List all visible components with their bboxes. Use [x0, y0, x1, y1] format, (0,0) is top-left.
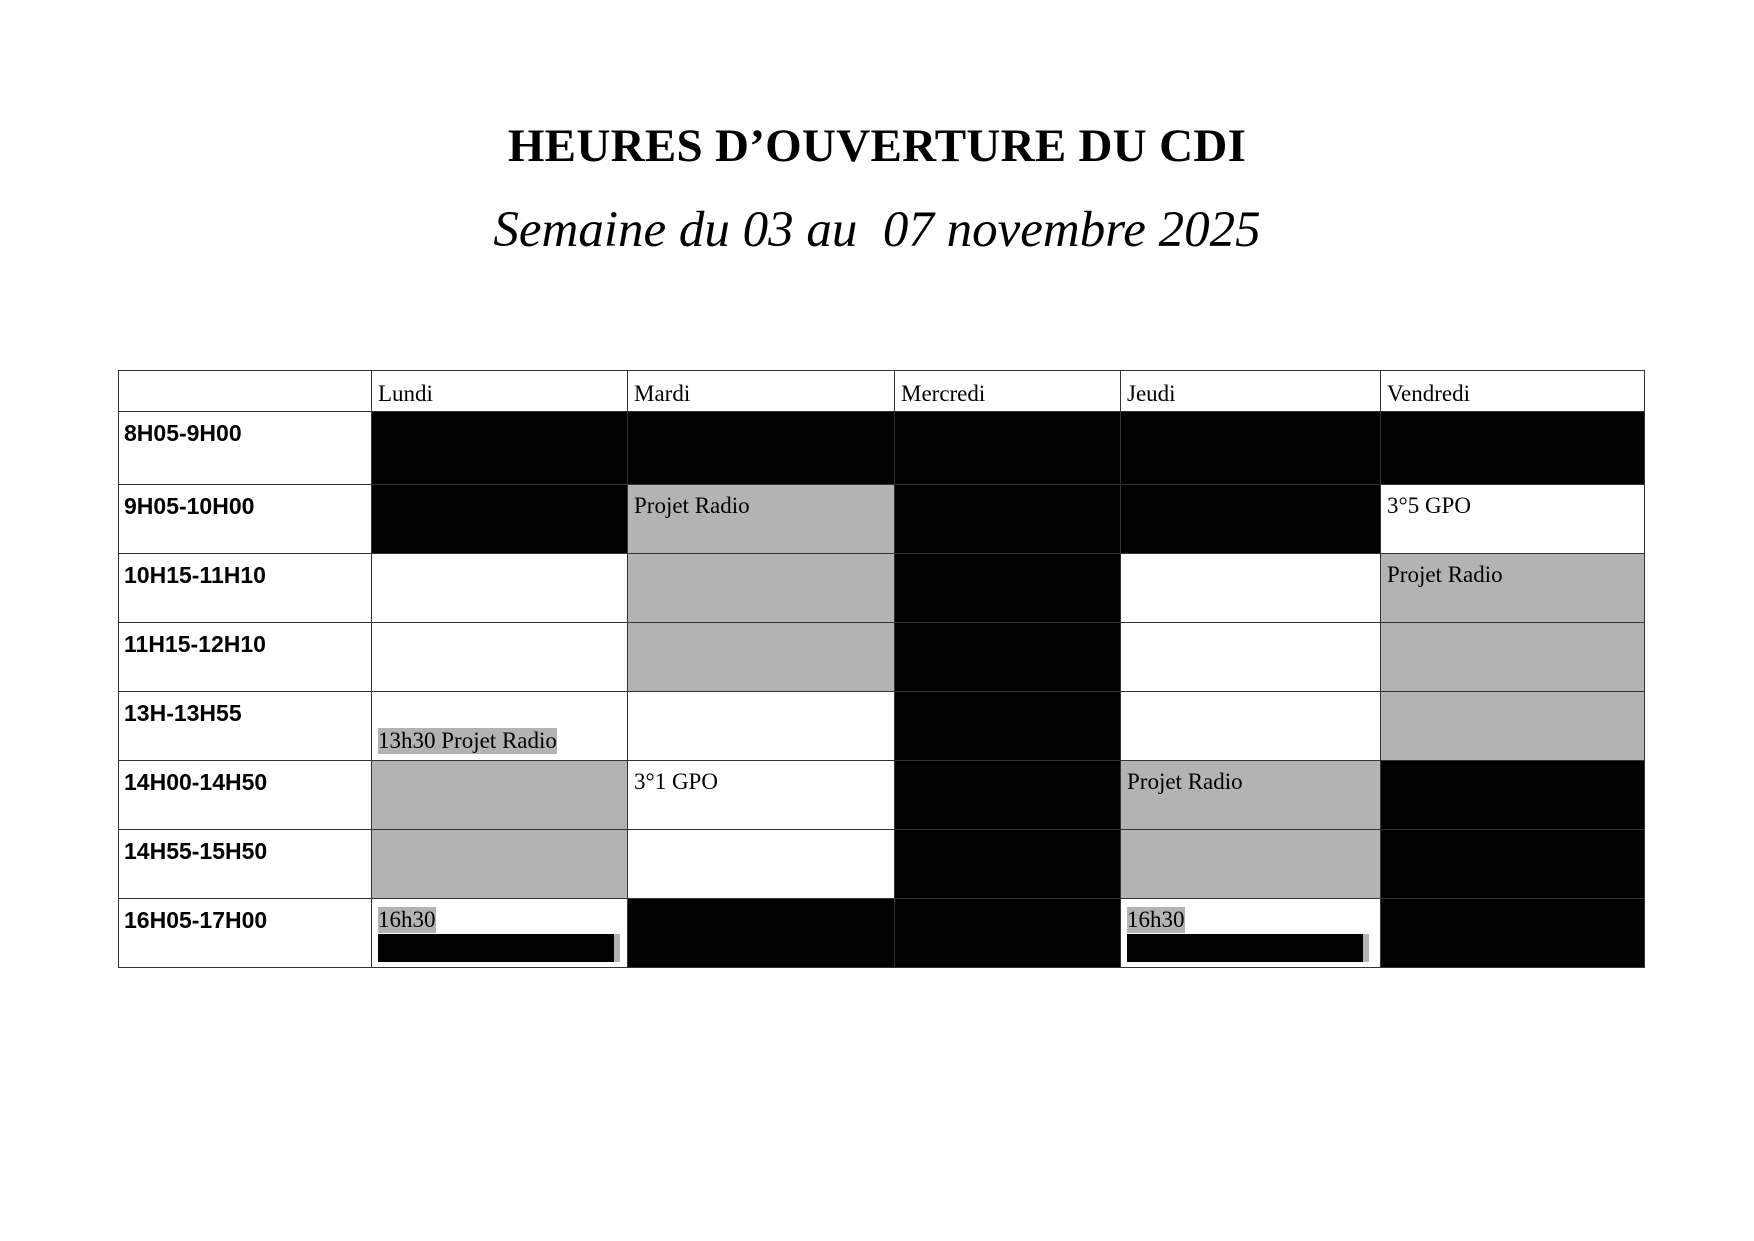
week-subtitle: Semaine du 03 au 07 novembre 2025 — [493, 202, 1261, 258]
slot-label-cell: 14H55-15H50 — [119, 830, 372, 899]
slot-label-cell: 16H05-17H00 — [119, 899, 372, 968]
day-header-lundi: Lundi — [372, 371, 628, 412]
table-row — [119, 761, 1645, 830]
table-row — [119, 899, 1645, 968]
day-header-vendredi: Vendredi — [1381, 371, 1645, 412]
table-header-row — [119, 371, 1645, 412]
closed-cell — [895, 761, 1121, 830]
closed-cell — [895, 554, 1121, 623]
closed-cell — [372, 412, 628, 485]
project-cell — [1381, 623, 1645, 692]
slot-label-cell: 13H-13H55 — [119, 692, 372, 761]
project-cell — [1381, 554, 1645, 623]
class-cell — [628, 761, 895, 830]
redaction-bar — [378, 934, 620, 962]
corner-cell — [119, 371, 372, 412]
project-cell — [628, 554, 895, 623]
cell-text: 3°5 GPO — [1387, 493, 1471, 518]
closed-cell — [628, 412, 895, 485]
open-cell — [372, 899, 628, 968]
closed-cell — [628, 899, 895, 968]
cell-text: 16h30 — [1127, 907, 1185, 932]
open-cell — [372, 554, 628, 623]
open-cell — [1121, 899, 1381, 968]
project-cell — [372, 761, 628, 830]
closed-cell — [1381, 412, 1645, 485]
closed-cell — [372, 485, 628, 554]
project-cell — [1121, 830, 1381, 899]
slot-label-cell: 14H00-14H50 — [119, 761, 372, 830]
closed-cell — [895, 692, 1121, 761]
cell-text: Projet Radio — [1387, 562, 1503, 587]
closed-cell — [895, 830, 1121, 899]
table-row — [119, 830, 1645, 899]
slot-label-cell: 8H05-9H00 — [119, 412, 372, 485]
closed-cell — [895, 412, 1121, 485]
page-title: HEURES D’OUVERTURE DU CDI — [507, 120, 1247, 172]
project-cell — [628, 485, 895, 554]
cell-text: Projet Radio — [634, 493, 750, 518]
closed-cell — [1121, 485, 1381, 554]
open-cell — [628, 692, 895, 761]
day-header-mardi: Mardi — [628, 371, 895, 412]
cell-text: 13h30 Projet Radio — [378, 728, 557, 753]
open-cell — [372, 623, 628, 692]
table-row — [119, 692, 1645, 761]
cell-text: Projet Radio — [1127, 769, 1243, 794]
class-cell — [1381, 485, 1645, 554]
closed-cell — [895, 899, 1121, 968]
table-row — [119, 623, 1645, 692]
open-cell — [372, 692, 628, 761]
schedule-table — [118, 370, 1645, 968]
table-row — [119, 485, 1645, 554]
cell-text: 3°1 GPO — [634, 769, 718, 794]
day-header-jeudi: Jeudi — [1121, 371, 1381, 412]
open-cell — [1121, 623, 1381, 692]
project-cell — [1381, 692, 1645, 761]
day-header-mercredi: Mercredi — [895, 371, 1121, 412]
closed-cell — [895, 623, 1121, 692]
open-cell — [628, 830, 895, 899]
redaction-bar — [1127, 934, 1369, 962]
project-cell — [628, 623, 895, 692]
project-cell — [372, 830, 628, 899]
closed-cell — [895, 485, 1121, 554]
table-row — [119, 554, 1645, 623]
closed-cell — [1121, 412, 1381, 485]
slot-label-cell: 9H05-10H00 — [119, 485, 372, 554]
project-cell — [1121, 761, 1381, 830]
closed-cell — [1381, 830, 1645, 899]
slot-label-cell: 11H15-12H10 — [119, 623, 372, 692]
open-cell — [1121, 554, 1381, 623]
closed-cell — [1381, 899, 1645, 968]
closed-cell — [1381, 761, 1645, 830]
open-cell — [1121, 692, 1381, 761]
table-row — [119, 412, 1645, 485]
slot-label-cell: 10H15-11H10 — [119, 554, 372, 623]
cell-text: 16h30 — [378, 907, 436, 932]
